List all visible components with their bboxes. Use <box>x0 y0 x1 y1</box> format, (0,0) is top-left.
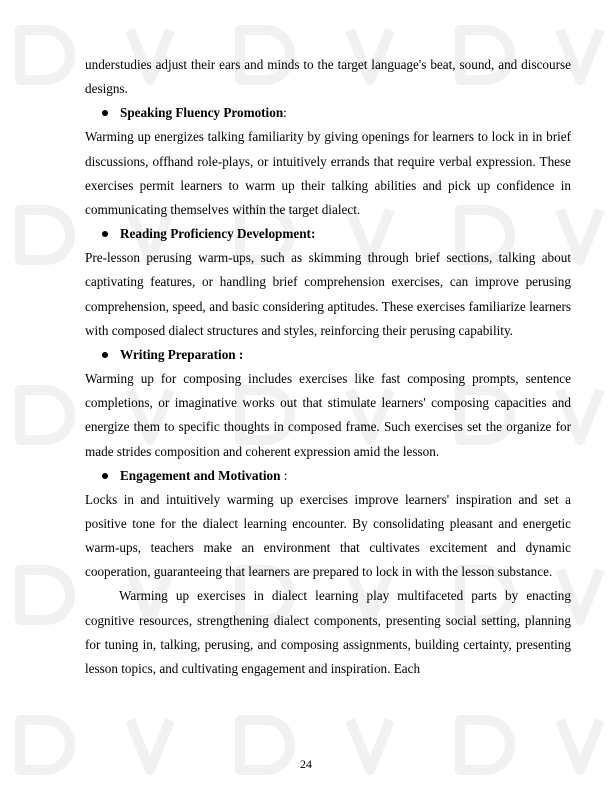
document-body <box>85 53 571 681</box>
bullet-speaking-fluency <box>85 101 571 125</box>
bullet-writing-preparation <box>85 343 571 367</box>
bullet-engagement-motivation <box>85 464 571 488</box>
paragraph-writing: Warming up for composing includes exercises like fast composing prompts, sentence completions, or imaginative works out that stimulate learners' composing capacities and energize them to specific thoughts in composed frame. Such exercises set the organize for made strides composition and coherent expression amid the lesson. <box>85 371 571 459</box>
paragraph-engagement: Locks in and intuitively warming up exercises improve learners' inspiration and set a positive tone for the dialect learning encounter. By consolidating pleasant and energetic warm-ups, teachers make an environment that cultivates excitement and dynamic cooperation, guaranteeing that learners are prepared to lock in with the lesson substance. <box>85 491 571 580</box>
bullet-dot-icon <box>102 473 108 479</box>
bullet-dot-icon <box>102 352 108 358</box>
paragraph-speaking: Warming up energizes talking familiarity by giving openings for learners to lock in in brief discussions, offhand role-plays, or intuitively errands that require verbal expression. These exercises permit learners to warm up their talking abilities and pick up confidence in communicating themselves within the target dialect. <box>85 129 571 217</box>
bullet-dot-icon <box>102 231 108 237</box>
bullet-heading-speaking-suffix: : <box>283 105 287 121</box>
bullet-heading-speaking: Speaking Fluency Promotion <box>120 105 284 121</box>
page-number: 24 <box>300 757 312 771</box>
bullet-heading-engagement-suffix: : <box>280 467 288 483</box>
bullet-heading-reading: Reading Proficiency Development: <box>120 226 316 242</box>
paragraph-intro: understudies adjust their ears and minds to the target language's beat, sound, and discourse designs. <box>85 57 571 97</box>
bullet-dot-icon <box>102 110 108 116</box>
bullet-heading-writing: Writing Preparation : <box>120 346 244 362</box>
paragraph-summary: Warming up exercises in dialect learning play multifaceted parts by enacting cognitive resources, strengthening dialect components, presenting social setting, planning for tuning in, talking, perusing, and composing assignments, building certainty, presenting lesson topics, and cultivating engagement and inspiration. Each <box>85 588 571 676</box>
paragraph-reading: Pre-lesson perusing warm-ups, such as skimming through brief sections, talking about captivating features, or handling brief comprehension exercises, can improve perusing comprehension, speed, and basic considering aptitudes. These exercises familiarize learners with composed dialect structures and styles, reinforcing their perusing capability. <box>85 250 571 338</box>
bullet-heading-engagement: Engagement and Motivation <box>120 467 281 483</box>
bullet-reading-proficiency <box>85 222 571 246</box>
